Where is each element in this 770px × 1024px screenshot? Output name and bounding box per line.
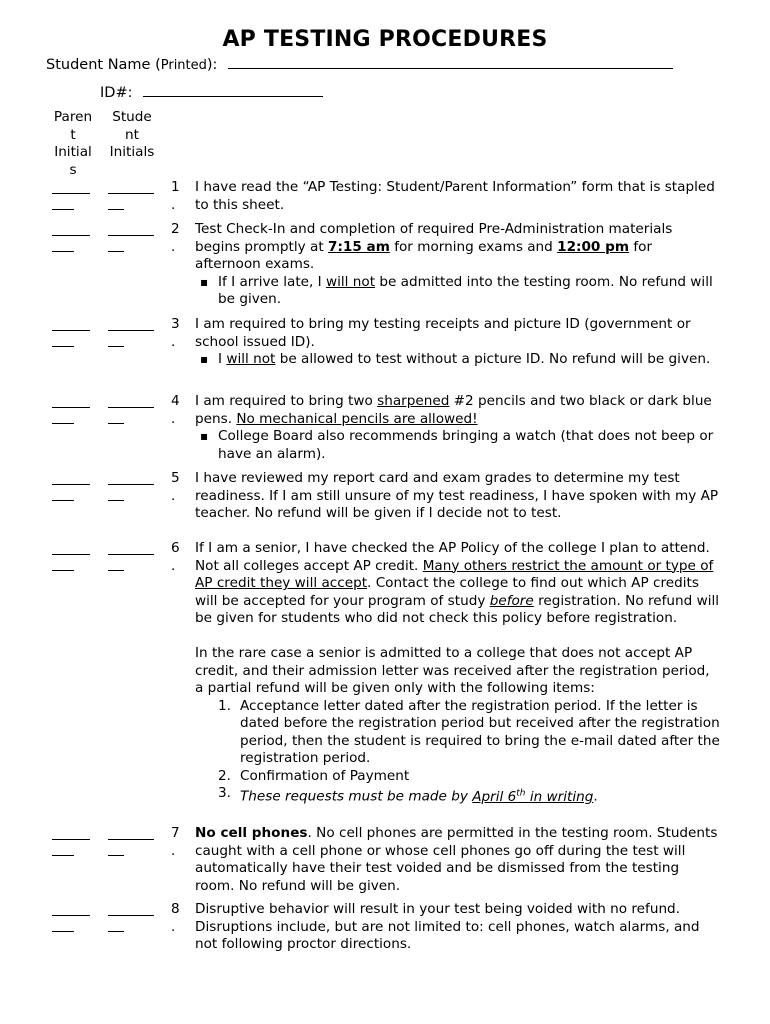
item-number: 5 .	[171, 470, 180, 504]
item-text: I am required to bring my testing receipts and picture ID (government or school issued ID). ▪ I will not be allowed to test without a picture ID. No refund will be given.	[195, 316, 720, 369]
refund-exception-paragraph: In the rare case a senior is admitted to a college that does not accept AP credit, and their admission letter was received after the registration period, a partial refund will be given only with the following items:	[195, 645, 710, 696]
item-text: Disruptive behavior will result in your test being voided with no refund. Disruptions include, but are not limited to: cell phones, watch alarms, and not following proctor directions.	[195, 901, 700, 952]
student-name-field[interactable]	[228, 56, 673, 69]
id-label: ID#:	[100, 85, 133, 101]
item-number: 1 .	[171, 179, 180, 213]
item-text: I have reviewed my report card and exam grades to determine my test readiness. If I am still unsure of my test readiness, I have spoken with my AP teacher. No refund will be given if I decide not to test.	[195, 470, 719, 521]
item-text: No cell phones. No cell phones are permitted in the testing room. Students caught with a cell phone or whose cell phones go off during the test will automatically have their test voided and be dismissed from the testing room. No refund will be given.	[195, 825, 718, 894]
required-item-1: 1. Acceptance letter dated after the registration period. If the letter is dated before the registration period but received after the registration period, then the student is required to bring the e-mail dated after the registration period.	[218, 697, 720, 766]
student-name-label: Student Name (	[46, 57, 161, 73]
parent-initial-blank[interactable]	[52, 221, 90, 252]
student-initial-blank[interactable]	[108, 470, 154, 501]
parent-initial-blank[interactable]	[52, 825, 90, 856]
item-number: 4 .	[171, 393, 180, 427]
parent-initial-blank[interactable]	[52, 540, 90, 571]
item-number: 8 .	[171, 901, 180, 935]
parent-initial-blank[interactable]	[52, 901, 90, 932]
item-text: Test Check-In and completion of required Pre-Administration materials begins promptly at 7:15 am for morning exams and 12:00 pm for afternoon exams. ▪ If I arrive late, I will not be admitted into the testing room. No refund will be given.	[195, 221, 720, 309]
student-initial-blank[interactable]	[108, 901, 154, 932]
item-number: 6 .	[171, 540, 180, 574]
parent-initial-blank[interactable]	[52, 316, 90, 347]
id-field[interactable]	[143, 84, 323, 97]
afternoon-time: 12:00 pm	[557, 238, 630, 255]
morning-time: 7:15 am	[327, 238, 390, 255]
bullet-late-arrival: ▪ If I arrive late, I will not be admitted into the testing room. No refund will be given.	[195, 274, 720, 309]
item-text: I have read the “AP Testing: Student/Parent Information” form that is stapled to this sheet.	[195, 179, 715, 213]
student-name-suffix: ):	[206, 57, 218, 73]
student-initials-header: Stude nt Initials	[109, 109, 155, 160]
student-initial-blank[interactable]	[108, 316, 154, 347]
parent-initials-header: Paren t Initial s	[53, 109, 93, 178]
item-number: 2 .	[171, 221, 180, 255]
printed-label: Printed	[160, 58, 207, 73]
parent-initial-blank[interactable]	[52, 470, 90, 501]
id-line	[100, 84, 323, 101]
student-initial-blank[interactable]	[108, 825, 154, 856]
student-initial-blank[interactable]	[108, 221, 154, 252]
item-text: I am required to bring two sharpened #2 pencils and two black or dark blue pens. No mechanical pencils are allowed! ▪ College Board also recommends bringing a watch (that does not beep or have an alarm).	[195, 393, 720, 463]
parent-initial-blank[interactable]	[52, 179, 90, 210]
student-initial-blank[interactable]	[108, 540, 154, 571]
student-initial-blank[interactable]	[108, 393, 154, 424]
student-name-line	[46, 56, 673, 73]
item-number: 3 .	[171, 316, 180, 350]
item-text: If I am a senior, I have checked the AP Policy of the college I plan to attend. Not all colleges accept AP credit. Many others restrict the amount or type of AP credit they will accept. Contact the college to find out which AP credits will be accepted for your program of study before registration. No refund will be given for students who did not check this policy before registration. In the rare case a senior is admitted to a college that does not accept AP credit, and their admission letter was received after the registration period, a partial refund will be given only with the following items: 1. Acceptance letter dated after the registration period. If the letter is dated before the registration period but received after the registration period, then the student is required to bring the e-mail dated after the registration period. 2. Confirmation of Payment 3. These requests must be made by April 6th in writing.	[195, 540, 720, 805]
page-title: AP TESTING PROCEDURES	[222, 27, 548, 52]
parent-initial-blank[interactable]	[52, 393, 90, 424]
student-initial-blank[interactable]	[108, 179, 154, 210]
required-item-3: 3. These requests must be made by April 6th in writing.	[218, 785, 598, 805]
item-number: 7 .	[171, 825, 180, 859]
bullet-picture-id: ▪ I will not be allowed to test without a picture ID. No refund will be given.	[195, 351, 720, 369]
required-item-2: 2. Confirmation of Payment	[218, 767, 410, 784]
bullet-watch: ▪ College Board also recommends bringing a watch (that does not beep or have an alarm).	[195, 428, 720, 463]
